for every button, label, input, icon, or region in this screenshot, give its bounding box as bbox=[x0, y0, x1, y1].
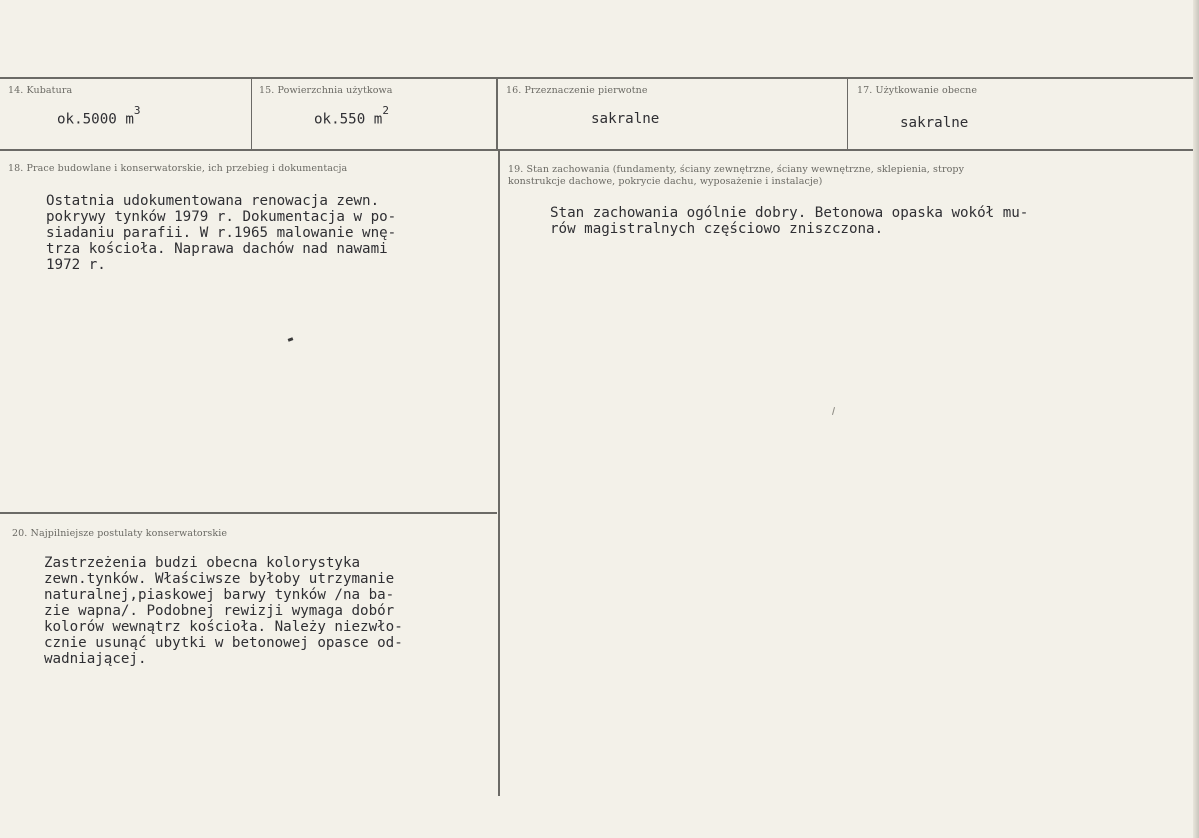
pencil-tick bbox=[832, 407, 835, 415]
field-17-label: 17. Użytkowanie obecne bbox=[857, 85, 978, 96]
top-rule bbox=[0, 77, 1199, 79]
field-17-value: sakralne bbox=[900, 115, 969, 131]
field-19-label: 19. Stan zachowania (fundamenty, ściany zewnętrzne, ściany wewnętrzne, sklepienia, stropy konstrukcje dachowe, pokrycie dachu, wyposażenie i instalacje) bbox=[508, 164, 965, 187]
field-20-text: Zastrzeżenia budzi obecna kolorystyka zewn.tynków. Właściwsze byłoby utrzymanie naturalnej,piaskowej barwy tynków /na ba- zie wapna/. Podobnej rewizji wymaga dobór kolorów wewnątrz kościoła. Należy niezwło- cznie usunąć ubytki w betonowej opasce od- wadniającej. bbox=[44, 555, 403, 667]
field-15-number: ok.550 m bbox=[314, 111, 383, 128]
field-15-exponent: 2 bbox=[382, 104, 389, 117]
field-16-label: 16. Przeznaczenie pierwotne bbox=[506, 85, 648, 96]
divider-16-17 bbox=[847, 78, 848, 150]
field-14-value bbox=[57, 104, 141, 128]
field-14-number: ok.5000 m bbox=[57, 111, 134, 128]
row1-bottom-rule bbox=[0, 149, 1199, 151]
field-20-label: 20. Najpilniejsze postulaty konserwatorskie bbox=[12, 528, 228, 539]
field20-top-rule bbox=[0, 512, 497, 514]
divider-14-15 bbox=[251, 78, 252, 150]
ink-speck bbox=[288, 337, 294, 342]
field-18-label: 18. Prace budowlane i konserwatorskie, ich przebieg i dokumentacja bbox=[8, 163, 348, 174]
divider-15-16 bbox=[496, 78, 498, 150]
field-14-exponent: 3 bbox=[133, 104, 141, 117]
field-16-value: sakralne bbox=[591, 111, 660, 127]
field-15-label: 15. Powierzchnia użytkowa bbox=[259, 85, 393, 96]
field-14-label: 14. Kubatura bbox=[8, 85, 73, 96]
divider-main bbox=[498, 150, 500, 796]
field-18-text: Ostatnia udokumentowana renowacja zewn. pokrywy tynków 1979 r. Dokumentacja w po- siadaniu parafii. W r.1965 malowanie wnę- trza kościoła. Naprawa dachów nad nawami 1972 r. bbox=[46, 193, 397, 273]
field-15-value bbox=[314, 104, 389, 128]
field-19-text: Stan zachowania ogólnie dobry. Betonowa opaska wokół mu- rów magistralnych częściowo zniszczona. bbox=[550, 205, 1029, 237]
